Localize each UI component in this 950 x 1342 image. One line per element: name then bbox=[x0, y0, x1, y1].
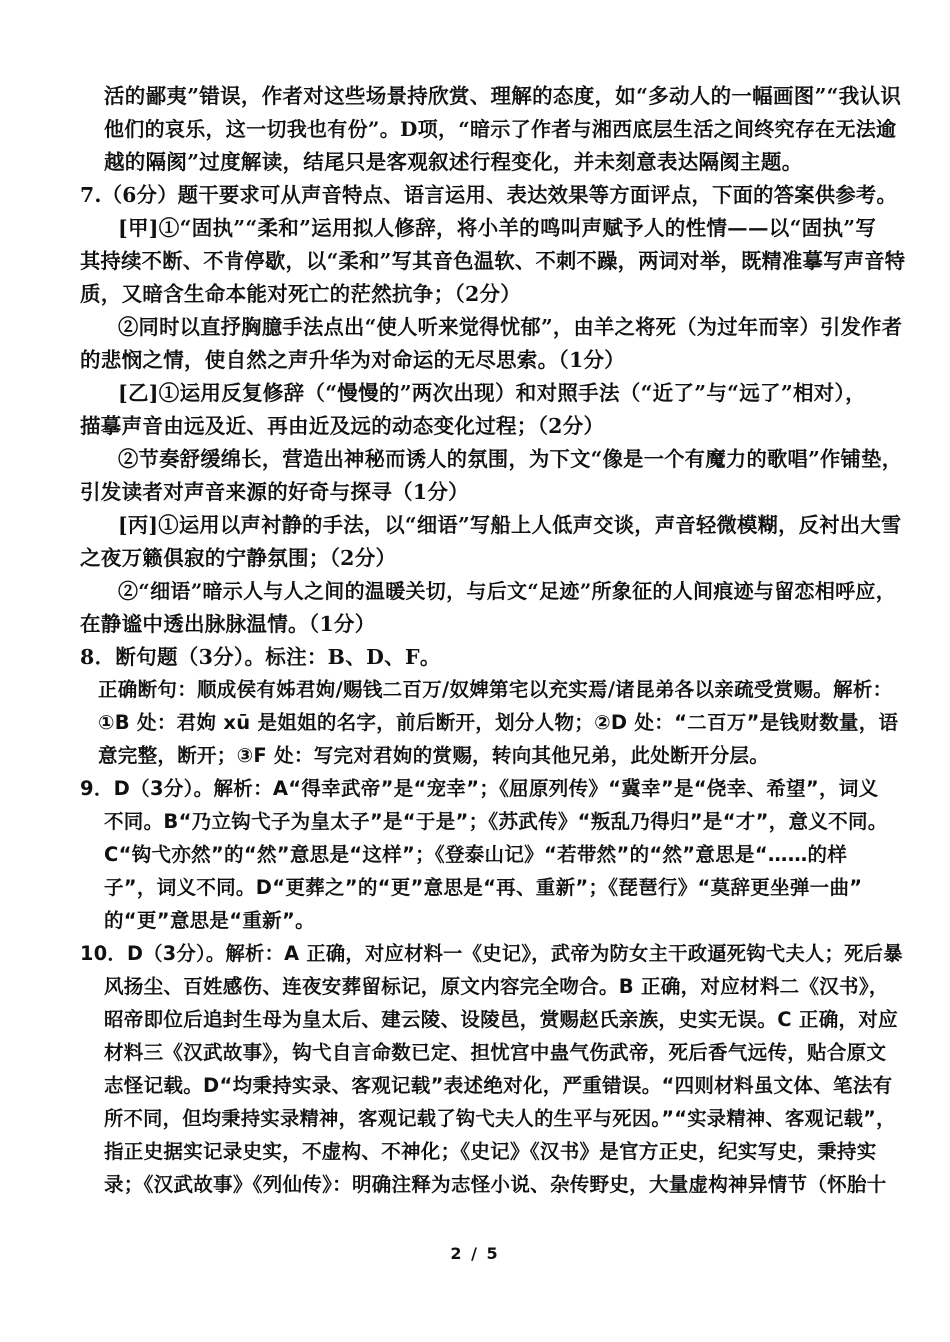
text-line: 其持续不断、不肯停歇，以“柔和”写其音色温软、不刺不躁，两词对举，既精准摹写声音特 bbox=[80, 249, 906, 273]
text-line: 志怪记载。D“均秉持实录、客观记载”表述绝对化，严重错误。“四则材料虽文体、笔法有 bbox=[104, 1074, 893, 1097]
text-line: [乙]①运用反复修辞（“慢慢的”两次出现）和对照手法（“近了”与“远了”相对）， bbox=[118, 381, 866, 405]
page-number: 2 / 5 bbox=[450, 1244, 500, 1263]
text-line: ②“细语”暗示人与人之间的温暖关切，与后文“足迹”所象征的人间痕迹与留恋相呼应， bbox=[118, 579, 897, 603]
text-line: ②节奏舒缓绵长，营造出神秘而诱人的氛围，为下文“像是一个有魔力的歌唱”作铺垫， bbox=[118, 447, 903, 471]
text-line: 材料三《汉武故事》，钩弋自言命数已定、担忧宫中蛊气伤武帝，死后香气远传，贴合原文 bbox=[104, 1041, 887, 1064]
text-line: 意完整，断开；③F 处：写完对君姁的赏赐，转向其他兄弟，此处断开分层。 bbox=[98, 744, 770, 767]
text-line: 在静谧中透出脉脉温情。（1分） bbox=[80, 612, 376, 636]
text-line: 越的隔阂”过度解读，结尾只是客观叙述行程变化，并未刻意表达隔阂主题。 bbox=[104, 150, 803, 174]
text-line: 之夜万籁俱寂的宁静氛围；（2分） bbox=[80, 546, 397, 570]
text-line: 引发读者对声音来源的好奇与探寻（1分） bbox=[80, 480, 469, 504]
text-line: ②同时以直抒胸臆手法点出“使人听来觉得忧郁”，由羊之将死（为过年而宰）引发作者 bbox=[118, 315, 903, 339]
question-9-heading: 9．D（3分）。解析：A“得幸武帝”是“宠幸”；《屈原列传》“冀幸”是“侥幸、希望”，词义 bbox=[80, 777, 879, 800]
text-line: 昭帝即位后追封生母为皇太后、建云陵、设陵邑，赏赐赵氏亲族，史实无误。C 正确，对应 bbox=[104, 1008, 898, 1031]
question-7-heading: 7.（6分）题干要求可从声音特点、语言运用、表达效果等方面评点，下面的答案供参考。 bbox=[80, 183, 898, 207]
question-10-heading: 10．D（3分）。解析：A 正确，对应材料一《史记》，武帝为防女主干政逼死钩弋夫人；死后暴 bbox=[80, 942, 903, 965]
text-line: 的“更”意思是“重新”。 bbox=[104, 909, 315, 932]
text-line: 录；《汉武故事》《列仙传》：明确注释为志怪小说、杂传野史，大量虚构神异情节（怀胎十 bbox=[104, 1173, 887, 1196]
text-line: 描摹声音由远及近、再由近及远的动态变化过程；（2分） bbox=[80, 414, 605, 438]
text-line: 他们的哀乐，这一切我也有份”。D项，“暗示了作者与湘西底层生活之间终究存在无法逾 bbox=[104, 117, 897, 141]
question-8-heading: 8．断句题（3分）。标注：B、D、F。 bbox=[80, 645, 441, 669]
text-line: C“钩弋亦然”的“然”意思是“这样”；《登泰山记》“若带然”的“然”意思是“……的样 bbox=[104, 843, 848, 866]
text-line: 指正史据实记录史实，不虚构、不神化；《史记》《汉书》是官方正史，纪实写史，秉持实 bbox=[104, 1140, 877, 1163]
text-line: 风扬尘、百姓感伤、连夜安葬留标记，原文内容完全吻合。B 正确，对应材料二《汉书》， bbox=[104, 975, 889, 998]
text-line: 正确断句：顺成侯有姊君姁/赐钱二百万/奴婢第宅以充实焉/诸昆弟各以亲疏受赏赐。解析： bbox=[98, 678, 893, 701]
text-line: 不同。B“乃立钩弋子为皇太子”是“于是”；《苏武传》“叛乱乃得归”是“才”，意义不同。 bbox=[104, 810, 888, 833]
text-line: 活的鄙夷”错误，作者对这些场景持欣赏、理解的态度，如“多动人的一幅画图”“我认识 bbox=[104, 84, 902, 108]
text-line: 的悲悯之情，使自然之声升华为对命运的无尽思索。（1分） bbox=[80, 348, 626, 372]
text-line: 所不同，但均秉持实录精神，客观记载了钩弋夫人的生平与死因。”“实录精神、客观记载”， bbox=[104, 1107, 896, 1130]
text-line: [丙]①运用以声衬静的手法，以“细语”写船上人低声交谈，声音轻微模糊，反衬出大雪 bbox=[118, 513, 902, 537]
text-line: [甲]①“固执”“柔和”运用拟人修辞，将小羊的鸣叫声赋予人的性情——以“固执”写 bbox=[118, 216, 877, 240]
text-line: ①B 处：君姁 xū 是姐姐的名字，前后断开，划分人物；②D 处：“二百万”是钱财数量，语 bbox=[98, 711, 899, 734]
text-line: 质，又暗含生命本能对死亡的茫然抗争；（2分） bbox=[80, 282, 522, 306]
text-line: 子”，词义不同。D“更葬之”的“更”意思是“再、重新”；《琵琶行》“莫辞更坐弹一曲” bbox=[104, 876, 863, 899]
